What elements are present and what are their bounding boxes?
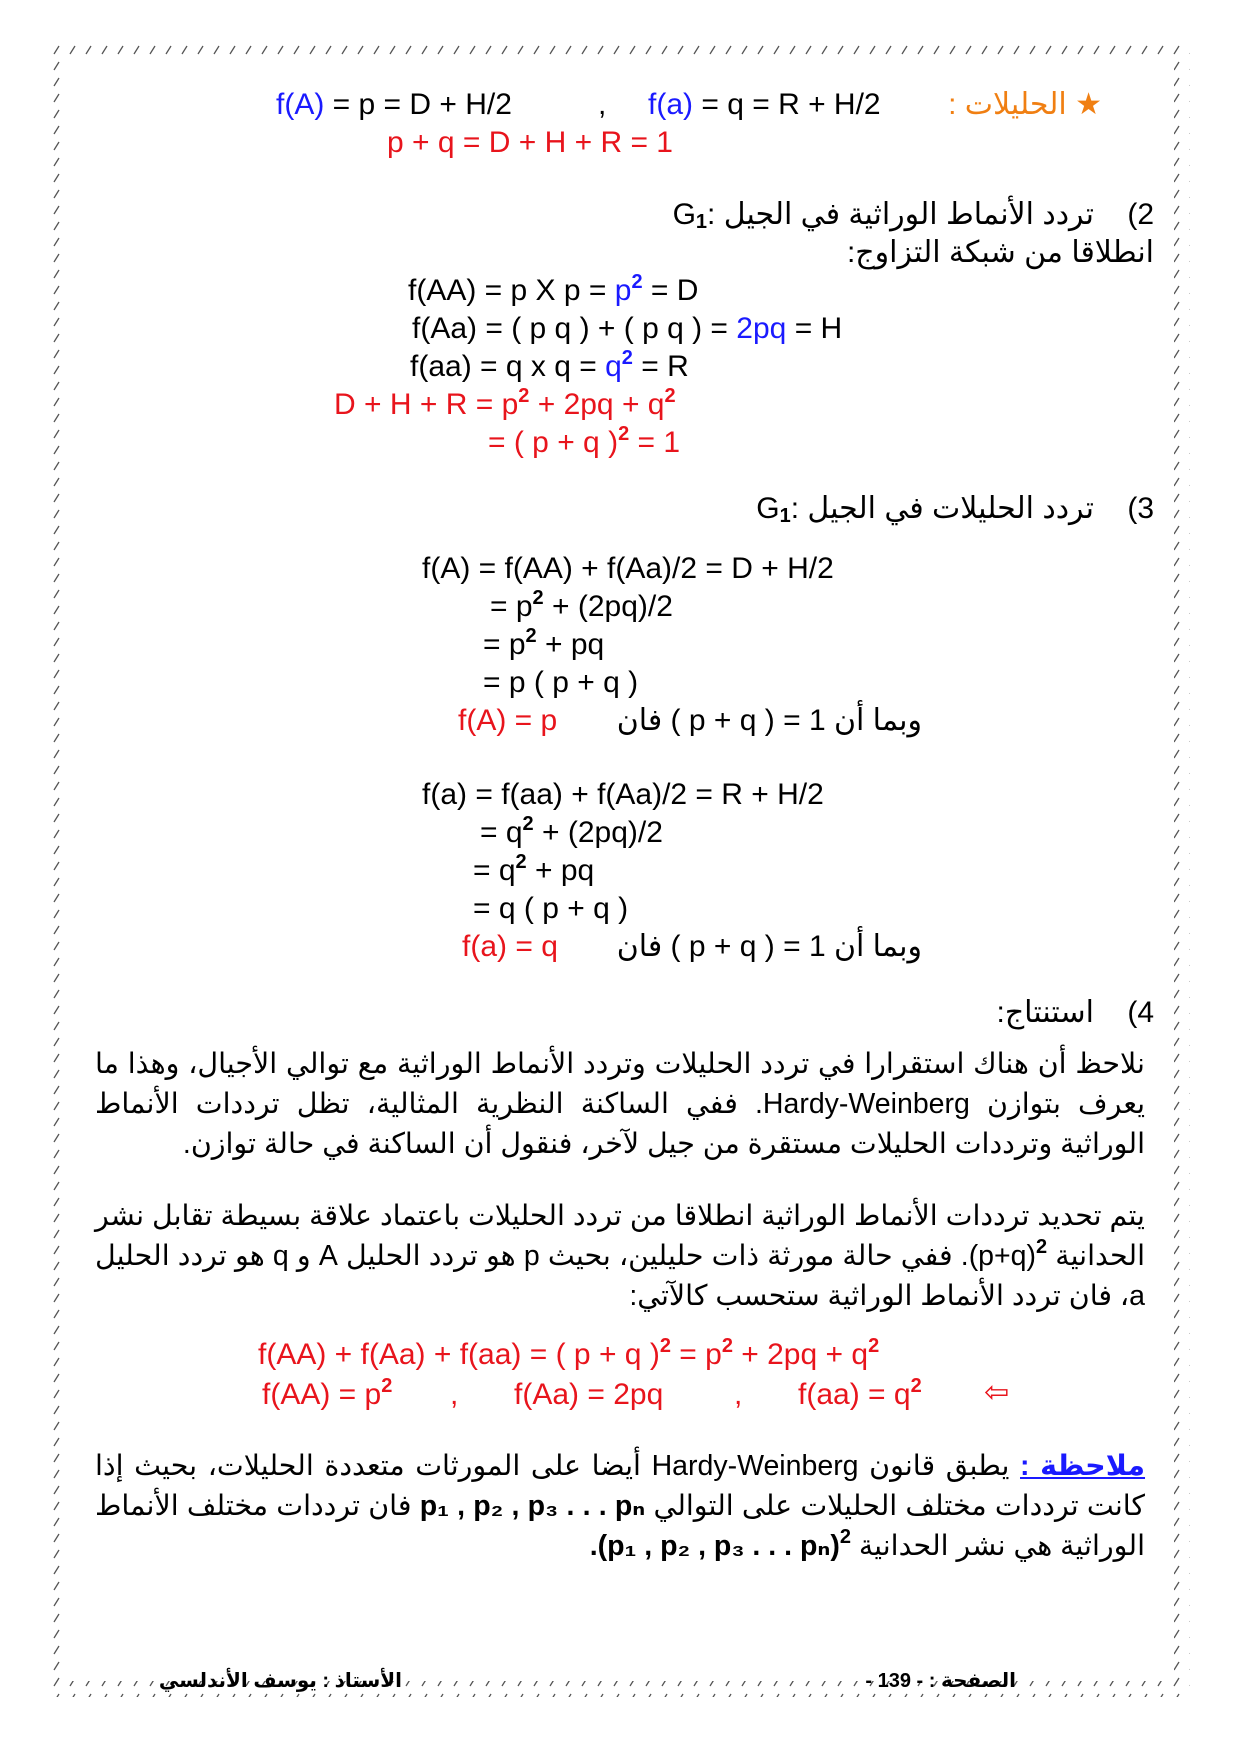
eq-sum-genotypes: $D + H + R = p^2 + 2pq + q^2$	[334, 385, 676, 421]
binomial-paragraph: يتم تحديد ترددات الأنماط الوراثية انطلاقا من تردد الحليلات باعتماد علاقة بسيطة تقابل نشر الحدانية $(p+q)^2$. ففي حالة مورثة ذات حليلين، بحيث p هو تردد الحليل A و q هو تردد الحليل a، فان تردد الأنماط الوراثية ستحسب كالآتي:	[95, 1200, 1145, 1312]
comma-separator: ,	[598, 88, 607, 121]
note-paragraph: ملاحظة : يطبق قانون Hardy-Weinberg أيضا على المورثات متعددة الحليلات، بحيث إذا كانت ترددات مختلف الحليلات على التوالي p₁ , p₂ , p₃ . . . pₙ فان ترددات مختلف الأنماط الوراثية هي نشر الحدانية (p₁ , p₂ , p₃ . . . pₙ)$^2$.	[95, 1450, 1146, 1562]
eq-fA-step3: = $p^2$ + pq	[483, 625, 605, 661]
left-arrow-icon: ⇦	[984, 1376, 1010, 1409]
eq-fa-step4: = q ( p + q )	[473, 892, 629, 925]
formula-expansion: f(AA) + f(Aa) + f(aa) = ( p + q )$^2 = p^2 + 2pq + q^2$	[258, 1335, 880, 1371]
eq-fA-step4: = p ( p + q )	[483, 666, 639, 699]
fa-equation: f(a) = q = R + H/2	[648, 88, 881, 121]
section3-heading: 3) تردد الحليلات في الجيل $G_1$:	[756, 492, 1154, 527]
eq-faa: f(aa) = q x $q = q^2 = R$	[410, 347, 689, 383]
eq-fA-derivation: f(A) = f(AA) + f(Aa)/2 = D + H/2	[422, 552, 834, 585]
eq-fA-result: f(A) = p	[458, 704, 558, 737]
star-icon: ★	[1075, 88, 1102, 121]
note-title: ملاحظة :	[1020, 1450, 1146, 1482]
eq-fAa: f(Aa) = ( p q ) + ( p q ) = 2pq = H	[412, 312, 843, 345]
formula-comma-1: ,	[450, 1378, 459, 1411]
since-text-A: وبما أن 1 = ( p + q ) فان	[616, 704, 922, 737]
eq-fA-step2: = $p^2 + (2pq)/2$	[490, 587, 673, 623]
fA-equation: f(A) = p = D + H/2	[276, 88, 512, 121]
eq-binomial-one: = ( p + q )$^2$ = 1	[488, 423, 681, 459]
since-text-a: وبما أن 1 = ( p + q ) فان	[616, 930, 922, 963]
formula-fAA: $f(AA) = p^2$	[262, 1375, 393, 1411]
section4-heading: 4) استنتاج:	[996, 996, 1154, 1029]
eq-fa-result: f(a) = q	[462, 930, 558, 963]
section2-subtitle: انطلاقا من شبكة التزاوج:	[846, 236, 1154, 269]
eq-fa-step2: = $q^2 + (2pq)/2$	[480, 813, 663, 849]
conclusion-paragraph: نلاحظ أن هناك استقرارا في تردد الحليلات وتردد الأنماط الوراثية مع توالي الأجيال، وهذا ما يعرف بتوازن Hardy-Weinberg. ففي الساكنة النظرية المثالية، تظل ترددات الأنماط الوراثية وترددات الحليلات مستقرة من جيل لآخر، فنقول أن الساكنة في حالة توازن.	[95, 1048, 1145, 1160]
eq-fa-step3: = $q^2$ + pq	[473, 851, 595, 887]
footer-author: الأستاذ : يوسف الأندلسي	[158, 1670, 402, 1692]
formula-fAa: f(Aa) = 2pq	[514, 1378, 664, 1411]
formula-faa: $f(aa) = q^2$	[798, 1375, 922, 1411]
alleles-title: ★ الحليلات :	[948, 88, 1102, 121]
eq-fa-derivation: f(a) = f(aa) + f(Aa)/2 = R + H/2	[422, 778, 824, 811]
footer-page-number: الصفحة : - 139 -	[865, 1670, 1016, 1692]
section2-heading: 2) تردد الأنماط الوراثية في الجيل $G_1$:	[672, 198, 1154, 233]
eq-fAA: f(AA) = p X $p = p^2 = D$	[408, 271, 699, 307]
formula-comma-2: ,	[734, 1378, 743, 1411]
allele-sum: p + q = D + H + R = 1	[387, 126, 673, 159]
